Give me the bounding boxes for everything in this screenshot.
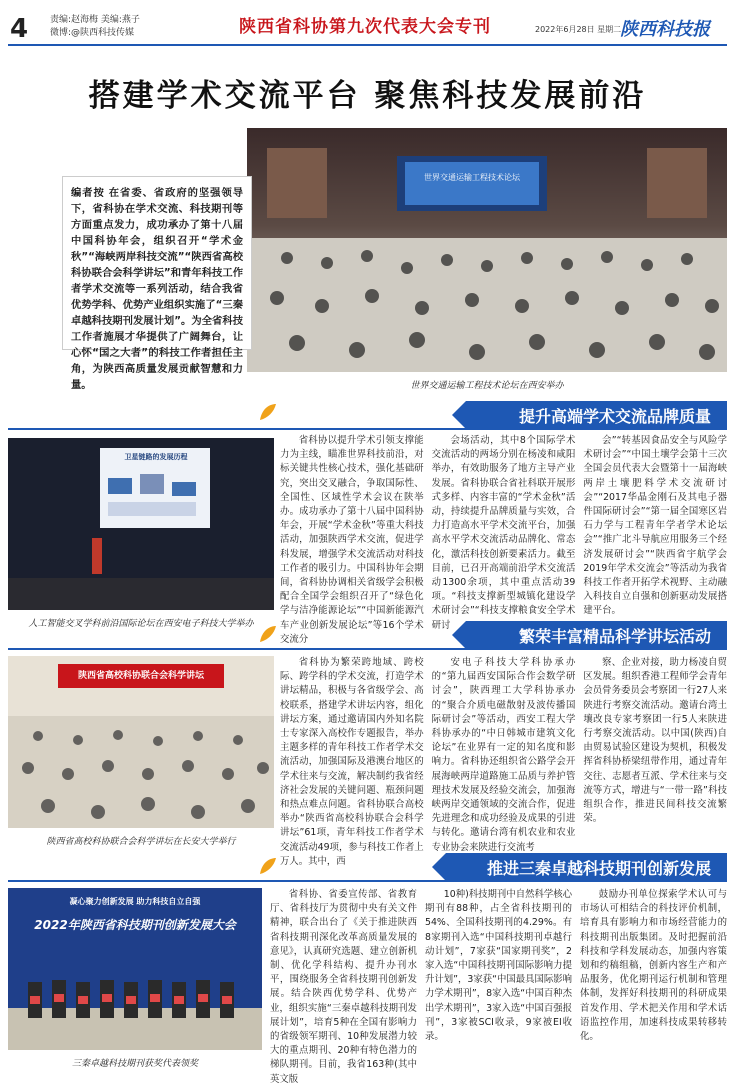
leaf-icon: [258, 402, 278, 422]
section3-col1: 省科协、省委宣传部、省教育厅、省科技厅为贯彻中央有关文件精神，联合出台了《关于推进陕西省科技期刊深化改革高质量发展的意见》，认真研究选题、建立创新机制、优化学科结构、提升办刊水平，围绕服务全省科技期刊创新发展。结合陕西优势学科、优势产业，组织实施“三秦卓越科技期刊发展计划”，培育5种在全国有影响力的省级领军期刊、10种发展潜力较大的重点期刊、20种有特色潜力的梯队期刊。目前，我省163种(其中英文版: [270, 889, 417, 1085]
top-photo-screen-text: 世界交通运输工程技术论坛: [424, 173, 520, 182]
editor-note: [62, 176, 252, 391]
leaf-icon: [258, 624, 278, 644]
section2-body: [280, 656, 728, 867]
top-photo-caption: 世界交通运输工程技术论坛在西安举办: [410, 381, 564, 391]
section3-photo: [8, 888, 262, 1050]
top-photo-forum: [247, 128, 727, 372]
section3-photo-caption: 三秦卓越科技期刊获奖代表领奖: [71, 1059, 198, 1069]
section3-body: [270, 888, 727, 1085]
section1-col1: 省科协以提升学术引领支撑能力为主线，瞄准世界科技前沿，对标关键共性核心技术，强化基础研究，突出交叉融合，争取国际性、全国性、区域性学术会议在陕举办。成功承办了第十八届中国科协年会，开展“学术金秋”等重大科技活动，加强陕西学术交流，促进学科发展，增强学术交流活动对科技工作者的吸引力。中国科协年会期间，省科协协调相关省级学会积极配合全国学会组织召开了“绿色化学与洁净能源论坛”“中国新能源汽车产业创新发展论坛”等16个学术交流分: [280, 435, 424, 645]
weibo-credit: 微博:@陕西科技传媒: [50, 28, 135, 38]
section3-title: 推进三秦卓越科技期刊创新发展: [446, 853, 727, 881]
section2-col3: 察、企业对接，助力杨凌自贸区发展。组织香港工程师学会青年会员骨务委员会考察团一行27人来陕进行考察交流活动。邀请台湾土壤改良专家考察团一行5人来陕进行考察交流活动。以中国(陕西)自由贸易试验区建设为契机，积极发挥省科协桥梁纽带作用，通过青年交往、志愿者互派、学术往来与交流等方式，增进与“一带一路”科技组织合作，推进民间科技交流繁荣。: [583, 657, 728, 825]
editor-credit: 责编:赵海梅 美编:燕子: [50, 15, 140, 25]
section2-banner-text: 陕西省高校科协联合会科学讲坛: [77, 671, 204, 681]
section3-col3: 鼓励办刊单位探索学术认可与市场认可相结合的科技评价机制，培育具有影响力和市场经营能力的科技期刊出版集团。及时把握前沿科技和学科发展动态，加强内容策划和约稿组稿，创新内容生产和产品服务，优化期刊运行机制和管理体制，发挥好科技期刊的科研成果首发作用、学术把关作用和学术话语监控作用，加速科技成果转移转化。: [580, 889, 727, 1043]
editor-note-tag: 编者按: [71, 187, 105, 199]
section1-photo: [8, 438, 274, 610]
leaf-icon: [258, 856, 278, 876]
auditorium-illustration: [8, 656, 274, 828]
page-number: 4: [10, 14, 29, 44]
section1-screen-text: 卫星链路的发展历程: [124, 453, 188, 461]
page-headline: 搭建学术交流平台 聚焦科技发展前沿: [88, 78, 647, 114]
section2-title: 繁荣丰富精品科学讲坛活动: [466, 621, 727, 649]
lecture-screen-illustration: [8, 438, 274, 610]
section3-banner-top: 凝心聚力创新发展 助力科技自立自强: [69, 897, 201, 906]
section3-col2: 10种)科技期刊中自然科学核心期刊有88种，占全省科技期刊的54%、全国科技期刊的4.29%。有8家期刊入选“中国科技期刊卓越行动计划”，7家获“国家期刊奖”，2家入选“中国科技期刊国际影响力提升计划”，3家获“中国最具国际影响力学术期刊”，8家入选“中国百种杰出学术期刊”，3家入选“中国百强报刊”，3家被SCI收录，9家被EI收录。: [425, 889, 572, 1043]
issue-date: 2022年6月28日 星期二: [535, 25, 622, 34]
section1-photo-caption: 人工智能交叉学科前沿国际论坛在西安电子科技大学举办: [28, 619, 254, 629]
section2-col2: 安电子科技大学科协承办的“第九届西安国际合作会数学研讨会”，陕西理工大学科协承办的“聚合介质电磁散射及波传播国际研讨会”等活动，西安工程大学科协承办的“中日韩城市建筑文化论坛”在业界有一定的知名度和影响力。省科协还组织省公路学会开展海峡两岸道路施工品质与养护管理技术发展及经验交流会，加强海峡两岸交通领域的交流合作，促进先进理念和成功经验及成果的引进与转化。邀请台湾有机农业和农业专业协会来陕进行交流考: [431, 657, 576, 853]
section1-col3: 会”“转基因食品安全与风险学术研讨会”“中国土壤学会第十三次全国会员代表大会暨第十一届海峡两岸土壤肥料学术交流研讨会”“2017华晶金刚石及其电子器件国际研讨会”“第一届全国寒区岩石力学与工程青年学者学术论坛会”“推广北斗导航应用服务三个经济发展研讨会”“陕西省宇航学会2019年学术交流会”等活动为我省科技工作者开拓学术视野、主动融入科技自立自强和创新驱动发展搭建平台。: [583, 435, 728, 617]
header-rule: [8, 44, 727, 46]
section2-photo: [8, 656, 274, 828]
special-issue-title: 陕西省科协第九次代表大会专刊: [239, 17, 491, 37]
section2-col1: 省科协为繁荣跨地域、跨校际、跨学科的学术交流，打造学术讲坛精品，积极与各省级学会、高校联系，搭建学术讲坛内容，组化讲坛方案，通过邀请国内外知名院士专家深入高校作专题报告，举办主题多样的青年科技工作者学术交流活动，加强国际及港澳台地区的学术往来与交流，解决制约我省经济社会发展的关键问题、瓶颈问题和热点难点问题。省科协联合高校举办“陕西省高校科协联合会科学讲坛”61项，青年科技工作者学术交流活动49项，参与科技工作者上万人。其中，西: [280, 657, 424, 867]
conference-hall-illustration: [247, 128, 727, 372]
section1-title: 提升高端学术交流品牌质量: [466, 401, 727, 429]
editor-note-text: 在省委、省政府的坚强领导下，省科协在学术交流、科技期刊等方面重点发力，成功承办了第十八届中国科协年会，组织召开“学术金秋”“海峡两岸科技交流”“陕西省高校科协联合会科学讲坛”和青年科技工作者学术交流等一系列活动，结合我省优势学科、优势产业组织实施了“三秦卓越科技期刊发展计划”。为全省科技工作者施展才华提供了广阔舞台，让心怀“国之大者”的科技工作者担任主角，为陕西高质量发展贡献智慧和力量。: [71, 187, 244, 391]
section1-col2: 会场活动，其中8个国际学术交流活动的两场分别在杨凌和咸阳举办，有效助服务了地方主导产业发展。省科协联合省社科联开展形式多样、内容丰富的“学术金秋”活动，持续提升品牌质量与实效，合力打造高水平学术交流平台，加强高水平学术交流活动品牌化、常态化，激活科技创新要素活力。截至目前，已召开高端前沿学术交流活动1300余项，其中重点活动39项。“科技支撑新型城镇化建设学术研讨会”“科技支撑粮食安全学术研讨: [431, 435, 576, 631]
award-stage-illustration: [8, 888, 262, 1050]
section2-photo-caption: 陕西省高校科协联合会科学讲坛在长安大学举行: [46, 837, 236, 847]
masthead-logo: 陕西科技报: [620, 19, 710, 40]
section3-banner-main: 2022年陕西省科技期刊创新发展大会: [34, 918, 236, 932]
